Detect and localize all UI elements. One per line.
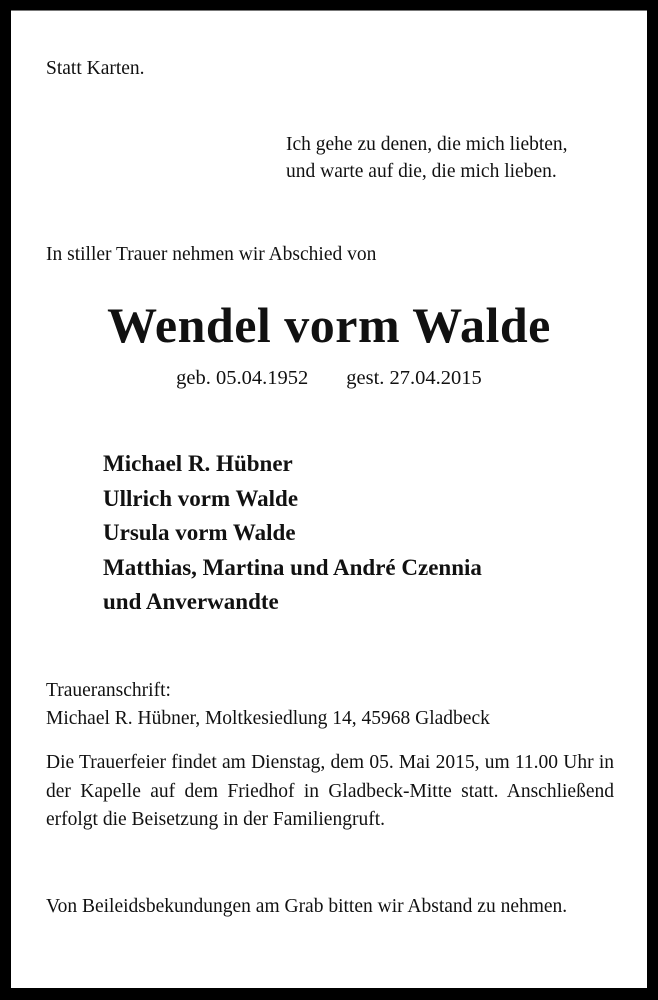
mourner: Ursula vorm Walde (103, 520, 296, 545)
mourning-address (46, 677, 490, 733)
mourner: Michael R. Hübner (103, 451, 293, 476)
service-paragraph: Die Trauerfeier findet am Dienstag, dem 05. Mai 2015, um 11.00 Uhr in der Kapelle auf dem Friedhof in Gladbeck-Mitte statt. Anschließend erfolgt die Beisetzung in der Familiengruft. (46, 752, 614, 830)
death-date: gest. 27.04.2015 (346, 367, 482, 389)
mourners-list (103, 447, 482, 620)
obituary-notice (11, 10, 647, 988)
address-text: Michael R. Hübner, Moltkesiedlung 14, 45968 Gladbeck (46, 708, 490, 729)
quote-line: und warte auf die, die mich lieben. (286, 161, 557, 182)
mourner: und Anverwandte (103, 589, 279, 614)
quote-block (286, 131, 568, 185)
intro-text: In stiller Trauer nehmen wir Abschied von (46, 244, 377, 265)
condolence-paragraph: Von Beileidsbekundungen am Grab bitten wir Abstand zu nehmen. (46, 896, 568, 917)
deceased-name: Wendel vorm Walde (107, 297, 551, 353)
life-dates (11, 367, 647, 390)
quote-line: Ich gehe zu denen, die mich liebten, (286, 134, 568, 155)
mourner: Matthias, Martina und André Czennia (103, 554, 482, 580)
opener-text: Statt Karten. (46, 58, 145, 79)
birth-date: geb. 05.04.1952 (176, 367, 309, 389)
address-label: Traueranschrift: (46, 680, 171, 701)
mourner: Ullrich vorm Walde (103, 485, 299, 511)
